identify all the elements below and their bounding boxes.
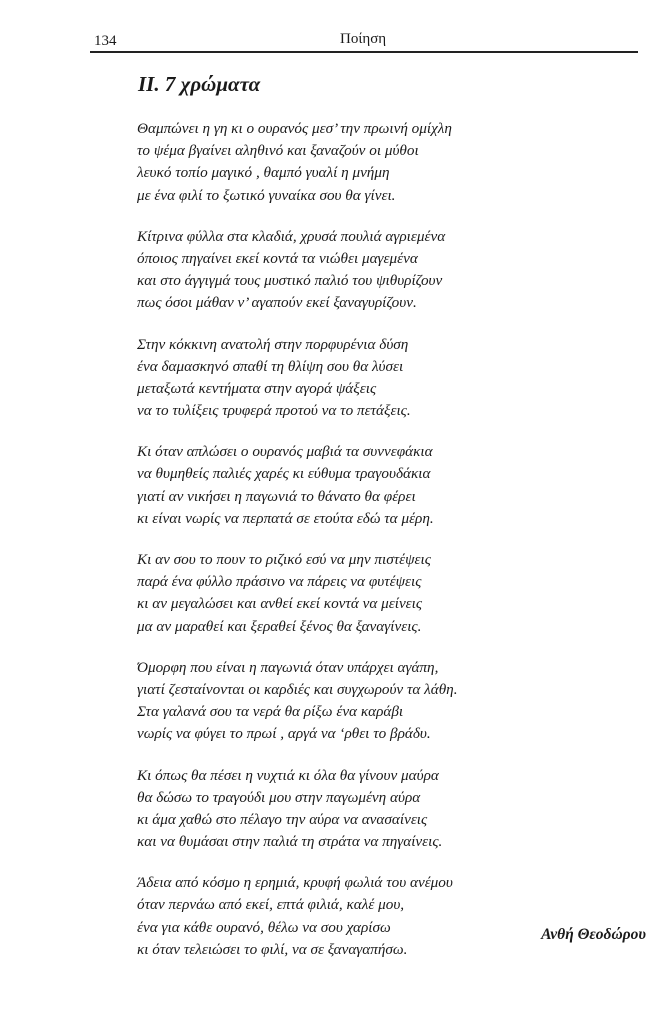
page-number: 134	[94, 33, 117, 49]
poem-line: μεταξωτά κεντήματα στην αγορά ψάξεις	[137, 379, 377, 397]
poem-line: Κι όταν απλώσει ο ουρανός μαβιά τα συννεφάκια	[137, 443, 433, 461]
poem-line: με ένα φιλί το ξωτικό γυναίκα σου θα γίνει.	[137, 186, 396, 204]
poem-line: και να θυμάσαι στην παλιά τη στράτα να πηγαίνεις.	[137, 833, 443, 851]
stanza	[137, 334, 642, 423]
poem-line: Κι αν σου το πουν το ριζικό εσύ να μην πιστέψεις	[137, 551, 431, 568]
poem-line: παρά ένα φύλλο πράσινο να πάρεις να φυτέψεις	[137, 573, 422, 591]
poem-title: ΙΙ. 7 χρώματα	[138, 72, 261, 96]
poem-line: Κίτρινα φύλλα στα κλαδιά, χρυσά πουλιά αγριεμένα	[137, 227, 446, 245]
poem-line: λευκό τοπίο μαγικό , θαμπό γυαλί η μνήμη	[137, 164, 390, 182]
poem-line: το ψέμα βγαίνει αληθινό και ξαναζούν οι μύθοι	[137, 142, 419, 160]
poem-line: κι αν μεγαλώσει και ανθεί εκεί κοντά να μείνεις	[137, 595, 423, 613]
stanza	[137, 657, 642, 746]
stanza	[137, 226, 642, 315]
poem-line: Θαμπώνει η γη κι ο ουρανός μεσ’ την πρωινή ομίχλη	[137, 120, 452, 137]
stanza	[137, 118, 642, 207]
poem-line: όποιος πηγαίνει εκεί κοντά τα νιώθει μαγεμένα	[137, 249, 418, 267]
running-head: Ποίηση	[340, 31, 387, 47]
poem-line: Στα γαλανά σου τα νερά θα ρίξω ένα καράβι	[137, 703, 404, 721]
poem-line: γιατί αν νικήσει η παγωνιά το θάνατο θα φέρει	[137, 487, 416, 505]
poem-line: Στην κόκκινη ανατολή στην πορφυρένια δύση	[137, 335, 409, 353]
poem-line: Κι όπως θα πέσει η νυχτιά κι όλα θα γίνουν μαύρα	[137, 766, 439, 784]
poem-line: κι άμα χαθώ στο πέλαγο την αύρα να ανασαίνεις	[137, 810, 428, 828]
stanza	[137, 765, 642, 854]
poem-line: κι είναι νωρίς να περπατά σε ετούτα εδώ τα μέρη.	[137, 509, 434, 527]
poem-line: πως όσοι μάθαν ν’ αγαπούν εκεί ξαναγυρίζουν.	[137, 294, 417, 312]
poem-line: ένα για κάθε ουρανό, θέλω να σου χαρίσω	[137, 918, 391, 936]
stanza	[137, 872, 642, 961]
stanza	[137, 549, 642, 638]
stanza	[137, 441, 642, 530]
poem-line: θα δώσω το τραγούδι μου στην παγωμένη αύρα	[137, 788, 421, 806]
poem-line: γιατί ζεσταίνονται οι καρδιές και συγχωρούν τα λάθη.	[137, 680, 458, 698]
poem-line: κι όταν τελειώσει το φιλί, να σε ξαναγαπήσω.	[137, 940, 408, 958]
poem-line: ένα δαμασκηνό σπαθί τη θλίψη σου θα λύσει	[137, 357, 404, 375]
poem-line: και στο άγγιγμά τους μυστικό παλιό του ψιθυρίζουν	[137, 272, 443, 290]
poem-body	[137, 118, 642, 980]
poem-line: μα αν μαραθεί και ξεραθεί ξένος θα ξαναγίνεις.	[137, 617, 422, 635]
author-signature: Ανθή Θεοδώρου	[541, 926, 646, 943]
header-rule	[90, 51, 638, 53]
poem-line: Όμορφη που είναι η παγωνιά όταν υπάρχει αγάπη,	[137, 658, 439, 676]
poem-line: όταν περνάω από εκεί, επτά φιλιά, καλέ μου,	[137, 896, 405, 914]
poem-line: να θυμηθείς παλιές χαρές κι εύθυμα τραγουδάκια	[137, 465, 431, 483]
poem-line: Άδεια από κόσμο η ερημιά, κρυφή φωλιά του ανέμου	[137, 874, 453, 892]
poem-line: νωρίς να φύγει το πρωί , αργά να ‘ρθει το βράδυ.	[137, 725, 431, 743]
poem-line: να το τυλίξεις τρυφερά προτού να το πετάξεις.	[137, 402, 411, 420]
